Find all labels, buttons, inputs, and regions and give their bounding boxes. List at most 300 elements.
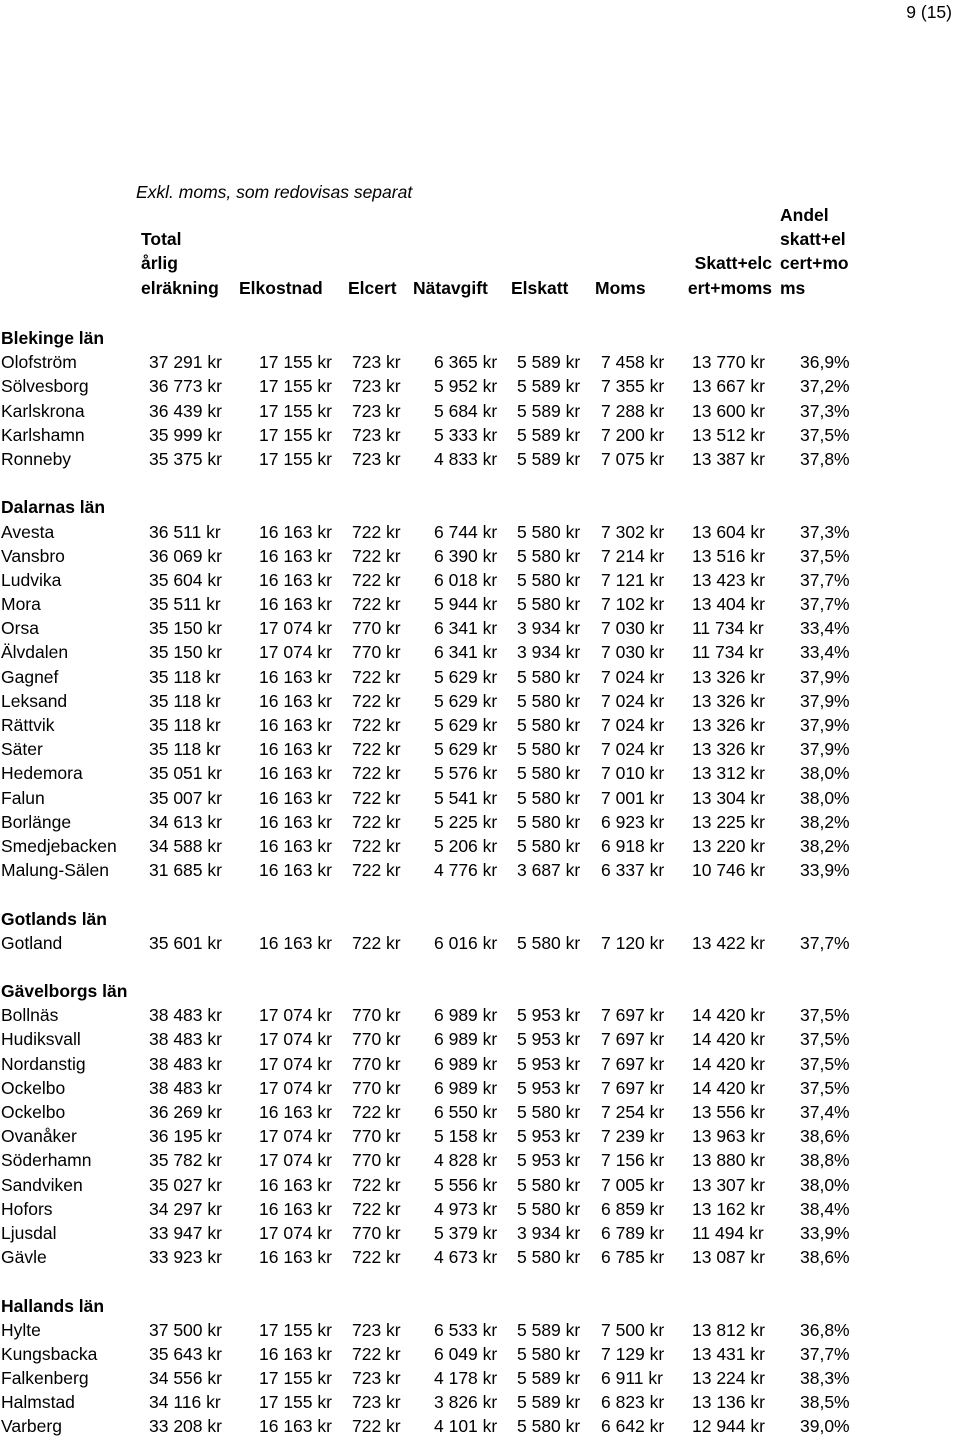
table-cell: 7 697 kr <box>601 1005 665 1026</box>
table-cell: 16 163 kr <box>259 569 332 590</box>
table-cell: 34 116 kr <box>149 1392 221 1413</box>
table-cell: 37,3% <box>800 521 850 542</box>
table-cell: 16 163 kr <box>259 787 332 808</box>
table-cell: 33,9% <box>800 1222 850 1243</box>
table-cell: 7 121 kr <box>601 569 665 590</box>
table-row <box>0 1390 960 1414</box>
table-row <box>0 689 960 713</box>
table-cell: 5 580 kr <box>517 1174 581 1195</box>
table-cell: 5 379 kr <box>434 1222 498 1243</box>
table-cell: 723 kr <box>352 424 401 445</box>
table-cell: 37,5% <box>800 1005 850 1026</box>
table-cell: 16 163 kr <box>259 1247 332 1268</box>
table-cell: 7 005 kr <box>601 1174 665 1195</box>
table-cell: 13 812 kr <box>692 1319 765 1340</box>
table-cell: 35 643 kr <box>149 1343 222 1364</box>
table-cell: 16 163 kr <box>259 594 332 615</box>
table-cell: 38,3% <box>800 1368 850 1389</box>
table-cell: 6 989 kr <box>434 1029 498 1050</box>
table-cell: 5 589 kr <box>517 1319 581 1340</box>
table-cell: 36 269 kr <box>149 1102 222 1122</box>
municipality-name: Hedemora <box>1 763 83 784</box>
table-row <box>0 1245 960 1269</box>
table-cell: 13 422 kr <box>692 932 765 953</box>
table-cell: 13 404 kr <box>692 594 765 615</box>
table-cell: 5 580 kr <box>517 715 581 735</box>
table-cell: 36 069 kr <box>149 545 222 566</box>
table-cell: 11 734 kr <box>692 642 764 663</box>
table-cell: 6 533 kr <box>434 1319 498 1340</box>
table-row <box>0 592 960 616</box>
table-cell: 17 155 kr <box>259 1368 332 1389</box>
table-cell: 3 934 kr <box>517 1222 581 1243</box>
table-cell: 6 016 kr <box>434 932 498 953</box>
table-cell: 13 667 kr <box>692 376 765 397</box>
table-cell: 6 989 kr <box>434 1077 498 1098</box>
table-cell: 17 155 kr <box>259 352 332 373</box>
table-cell: 13 162 kr <box>692 1198 765 1219</box>
table-cell: 16 163 kr <box>259 739 332 760</box>
table-cell: 5 541 kr <box>434 787 498 808</box>
table-cell: 723 kr <box>352 1368 401 1389</box>
table-cell: 37 500 kr <box>149 1319 222 1340</box>
table-cell: 38,8% <box>800 1150 850 1171</box>
table-row <box>0 1221 960 1245</box>
table-cell: 38 483 kr <box>149 1053 222 1074</box>
table-cell: 5 580 kr <box>517 1343 581 1364</box>
table-row <box>0 786 960 810</box>
table-cell: 5 158 kr <box>434 1126 498 1147</box>
table-cell: 35 375 kr <box>149 448 222 469</box>
table-cell: 7 129 kr <box>601 1343 665 1364</box>
table-cell: 38,6% <box>800 1126 850 1147</box>
table-cell: 5 953 kr <box>517 1029 581 1050</box>
table-cell: 14 420 kr <box>692 1053 765 1074</box>
header-total: Total årlig elräkning <box>141 229 219 298</box>
table-cell: 37,8% <box>800 448 850 469</box>
table-cell: 7 156 kr <box>601 1150 665 1171</box>
table-cell: 13 304 kr <box>692 787 765 808</box>
table-cell: 770 kr <box>352 1150 401 1171</box>
table-cell: 7 302 kr <box>601 521 665 542</box>
table-cell: 5 580 kr <box>517 666 581 687</box>
table-cell: 13 326 kr <box>692 715 765 735</box>
table-cell: 33,9% <box>800 860 850 881</box>
table-cell: 38,0% <box>800 787 850 808</box>
table-cell: 17 074 kr <box>259 1150 332 1171</box>
municipality-name: Ockelbo <box>1 1102 66 1122</box>
table-cell: 723 kr <box>352 400 401 421</box>
table-cell: 7 030 kr <box>601 618 665 639</box>
table-cell: 7 010 kr <box>601 763 665 784</box>
table-cell: 37,5% <box>800 424 850 445</box>
table-cell: 35 118 kr <box>149 739 221 760</box>
header-moms: Moms <box>595 277 646 298</box>
table-cell: 5 629 kr <box>434 666 498 687</box>
table-cell: 13 963 kr <box>692 1126 765 1147</box>
table-row <box>0 399 960 423</box>
table-cell: 7 697 kr <box>601 1029 665 1050</box>
table-cell: 35 118 kr <box>149 715 221 735</box>
table-cell: 38 483 kr <box>149 1005 222 1026</box>
data-table <box>0 326 960 1439</box>
table-row <box>0 1100 960 1124</box>
table-cell: 7 254 kr <box>601 1102 665 1122</box>
table-cell: 722 kr <box>352 787 401 808</box>
municipality-name: Hudiksvall <box>1 1029 81 1050</box>
municipality-name: Mora <box>1 594 41 615</box>
table-cell: 5 589 kr <box>517 424 581 445</box>
table-row <box>0 834 960 858</box>
table-cell: 34 613 kr <box>149 811 222 832</box>
table-row <box>0 737 960 761</box>
table-cell: 13 556 kr <box>692 1102 765 1122</box>
municipality-name: Varberg <box>1 1416 62 1437</box>
table-cell: 5 580 kr <box>517 545 581 566</box>
table-cell: 6 018 kr <box>434 569 498 590</box>
table-row <box>0 640 960 664</box>
table-cell: 4 776 kr <box>434 860 498 881</box>
table-cell: 17 074 kr <box>259 1005 332 1026</box>
table-cell: 5 580 kr <box>517 1198 581 1219</box>
table-cell: 723 kr <box>352 1392 401 1413</box>
table-cell: 7 024 kr <box>601 690 665 711</box>
table-cell: 723 kr <box>352 1319 401 1340</box>
table-cell: 13 136 kr <box>692 1392 765 1413</box>
section-spacer <box>0 955 960 979</box>
table-row <box>0 1173 960 1197</box>
table-row <box>0 1052 960 1076</box>
table-cell: 4 178 kr <box>434 1368 498 1389</box>
table-cell: 7 697 kr <box>601 1053 665 1074</box>
table-cell: 770 kr <box>352 618 401 639</box>
table-cell: 722 kr <box>352 1416 401 1437</box>
table-cell: 722 kr <box>352 1174 401 1195</box>
table-cell: 38,5% <box>800 1392 850 1413</box>
table-cell: 16 163 kr <box>259 811 332 832</box>
table-subtitle: Exkl. moms, som redovisas separat <box>136 182 413 202</box>
table-cell: 5 589 kr <box>517 448 581 469</box>
table-cell: 6 390 kr <box>434 545 498 566</box>
table-cell: 13 224 kr <box>692 1368 765 1389</box>
table-cell: 5 580 kr <box>517 739 581 760</box>
table-cell: 5 580 kr <box>517 932 581 953</box>
table-cell: 38,0% <box>800 763 850 784</box>
table-cell: 4 833 kr <box>434 448 498 469</box>
table-cell: 13 516 kr <box>692 545 765 566</box>
table-cell: 35 782 kr <box>149 1150 222 1171</box>
table-cell: 35 601 kr <box>149 932 222 953</box>
section-heading <box>0 979 960 1003</box>
table-cell: 13 087 kr <box>692 1247 765 1268</box>
table-cell: 37,5% <box>800 1053 850 1074</box>
table-cell: 13 770 kr <box>692 352 765 373</box>
table-cell: 7 214 kr <box>601 545 665 566</box>
municipality-name: Ockelbo <box>1 1077 66 1098</box>
table-cell: 5 580 kr <box>517 811 581 832</box>
table-cell: 770 kr <box>352 1126 401 1147</box>
header-elskatt: Elskatt <box>511 277 569 298</box>
table-cell: 5 953 kr <box>517 1053 581 1074</box>
table-cell: 37,7% <box>800 932 850 953</box>
municipality-name: Falun <box>1 787 45 808</box>
table-row <box>0 713 960 737</box>
table-cell: 5 684 kr <box>434 400 498 421</box>
table-cell: 37,2% <box>800 376 850 397</box>
municipality-name: Söderhamn <box>1 1150 92 1171</box>
table-cell: 722 kr <box>352 860 401 881</box>
table-cell: 35 150 kr <box>149 618 222 639</box>
table-cell: 17 155 kr <box>259 1392 332 1413</box>
table-row <box>0 447 960 471</box>
table-cell: 6 744 kr <box>434 521 498 542</box>
table-cell: 34 556 kr <box>149 1368 222 1389</box>
table-cell: 33,4% <box>800 618 850 639</box>
table-cell: 38,0% <box>800 1174 850 1195</box>
table-cell: 35 007 kr <box>149 787 222 808</box>
table-cell: 5 580 kr <box>517 569 581 590</box>
table-cell: 6 049 kr <box>434 1343 498 1364</box>
section-name: Gotlands län <box>1 908 107 929</box>
table-cell: 7 458 kr <box>601 352 665 373</box>
table-cell: 5 580 kr <box>517 690 581 711</box>
table-cell: 3 687 kr <box>517 860 581 881</box>
table-cell: 38,4% <box>800 1198 850 1219</box>
table-cell: 7 500 kr <box>601 1319 665 1340</box>
section-spacer <box>0 471 960 495</box>
table-cell: 5 580 kr <box>517 521 581 542</box>
table-cell: 770 kr <box>352 642 401 663</box>
table-cell: 37,5% <box>800 545 850 566</box>
municipality-name: Nordanstig <box>1 1053 86 1074</box>
table-cell: 722 kr <box>352 1343 401 1364</box>
table-cell: 37,5% <box>800 1077 850 1098</box>
table-cell: 17 155 kr <box>259 424 332 445</box>
table-cell: 16 163 kr <box>259 715 332 735</box>
table-cell: 37,9% <box>800 666 850 687</box>
table-cell: 38,2% <box>800 835 850 856</box>
table-cell: 37,4% <box>800 1102 850 1122</box>
table-cell: 4 828 kr <box>434 1150 498 1171</box>
table-cell: 7 697 kr <box>601 1077 665 1098</box>
table-cell: 13 423 kr <box>692 569 765 590</box>
table-cell: 5 589 kr <box>517 1392 581 1413</box>
table-cell: 35 150 kr <box>149 642 222 663</box>
table-cell: 16 163 kr <box>259 932 332 953</box>
table-cell: 17 155 kr <box>259 400 332 421</box>
table-cell: 7 075 kr <box>601 448 665 469</box>
table-row <box>0 1414 960 1438</box>
table-cell: 5 580 kr <box>517 1247 581 1268</box>
table-cell: 5 953 kr <box>517 1150 581 1171</box>
table-row <box>0 665 960 689</box>
municipality-name: Halmstad <box>1 1392 75 1413</box>
municipality-name: Smedjebacken <box>1 835 117 856</box>
table-cell: 37,3% <box>800 400 850 421</box>
section-spacer <box>0 882 960 906</box>
table-cell: 723 kr <box>352 352 401 373</box>
table-cell: 722 kr <box>352 739 401 760</box>
table-cell: 770 kr <box>352 1053 401 1074</box>
table-cell: 16 163 kr <box>259 1198 332 1219</box>
table-cell: 6 789 kr <box>601 1222 665 1243</box>
table-cell: 5 206 kr <box>434 835 498 856</box>
table-cell: 5 580 kr <box>517 763 581 784</box>
municipality-name: Malung-Sälen <box>1 860 109 881</box>
table-cell: 16 163 kr <box>259 545 332 566</box>
table-cell: 17 074 kr <box>259 1077 332 1098</box>
municipality-name: Ljusdal <box>1 1222 57 1243</box>
table-cell: 16 163 kr <box>259 763 332 784</box>
table-cell: 723 kr <box>352 376 401 397</box>
table-cell: 35 511 kr <box>149 594 221 615</box>
section-name: Blekinge län <box>1 328 105 348</box>
table-header <box>0 204 960 300</box>
table-cell: 7 102 kr <box>601 594 665 615</box>
table-cell: 6 341 kr <box>434 618 498 639</box>
table-cell: 5 629 kr <box>434 690 498 711</box>
table-cell: 13 431 kr <box>692 1343 765 1364</box>
table-cell: 33 208 kr <box>149 1416 222 1437</box>
table-row <box>0 423 960 447</box>
table-cell: 37,7% <box>800 569 850 590</box>
table-cell: 5 225 kr <box>434 811 498 832</box>
table-cell: 37,9% <box>800 739 850 760</box>
municipality-name: Sandviken <box>1 1174 83 1195</box>
table-cell: 5 589 kr <box>517 376 581 397</box>
municipality-name: Falkenberg <box>1 1368 89 1389</box>
table-cell: 722 kr <box>352 1247 401 1268</box>
table-cell: 39,0% <box>800 1416 850 1437</box>
table-row <box>0 931 960 955</box>
table-cell: 7 355 kr <box>601 376 665 397</box>
table-cell: 770 kr <box>352 1029 401 1050</box>
table-cell: 35 027 kr <box>149 1174 222 1195</box>
municipality-name: Bollnäs <box>1 1005 59 1026</box>
section-name: Dalarnas län <box>1 497 106 518</box>
table-cell: 722 kr <box>352 763 401 784</box>
municipality-name: Orsa <box>1 618 39 639</box>
table-cell: 5 589 kr <box>517 1368 581 1389</box>
table-cell: 7 120 kr <box>601 932 665 953</box>
table-cell: 37,9% <box>800 690 850 711</box>
section-spacer <box>0 1269 960 1293</box>
table-cell: 11 734 kr <box>692 618 764 639</box>
table-cell: 13 604 kr <box>692 521 765 542</box>
table-cell: 722 kr <box>352 666 401 687</box>
header-natavgift: Nätavgift <box>413 277 488 298</box>
table-cell: 17 074 kr <box>259 1029 332 1050</box>
table-cell: 3 934 kr <box>517 642 581 663</box>
table-cell: 17 074 kr <box>259 1126 332 1147</box>
table-row <box>0 544 960 568</box>
table-cell: 35 118 kr <box>149 690 221 711</box>
table-cell: 6 918 kr <box>601 835 665 856</box>
table-cell: 35 604 kr <box>149 569 222 590</box>
table-cell: 5 944 kr <box>434 594 498 615</box>
table-cell: 6 911 kr <box>601 1368 663 1389</box>
municipality-name: Älvdalen <box>1 642 69 663</box>
table-cell: 37,7% <box>800 1343 850 1364</box>
table-cell: 17 155 kr <box>259 448 332 469</box>
table-cell: 6 989 kr <box>434 1053 498 1074</box>
table-cell: 770 kr <box>352 1222 401 1243</box>
municipality-name: Leksand <box>1 690 68 711</box>
table-cell: 7 030 kr <box>601 642 665 663</box>
table-cell: 16 163 kr <box>259 860 332 881</box>
table-cell: 35 051 kr <box>149 763 222 784</box>
table-cell: 14 420 kr <box>692 1077 765 1098</box>
table-cell: 722 kr <box>352 521 401 542</box>
table-cell: 722 kr <box>352 594 401 615</box>
table-cell: 37,7% <box>800 594 850 615</box>
table-cell: 36,8% <box>800 1319 850 1340</box>
table-row <box>0 1076 960 1100</box>
table-cell: 10 746 kr <box>692 860 765 881</box>
table-cell: 35 999 kr <box>149 424 222 445</box>
table-cell: 13 387 kr <box>692 448 765 469</box>
table-cell: 3 934 kr <box>517 618 581 639</box>
municipality-name: Sölvesborg <box>1 376 89 397</box>
table-cell: 722 kr <box>352 715 401 735</box>
table-cell: 36 439 kr <box>149 400 222 421</box>
header-elcert: Elcert <box>348 277 397 298</box>
table-row <box>0 616 960 640</box>
table-cell: 723 kr <box>352 448 401 469</box>
table-cell: 16 163 kr <box>259 1343 332 1364</box>
table-cell: 3 826 kr <box>434 1392 498 1413</box>
table-cell: 770 kr <box>352 1077 401 1098</box>
table-row <box>0 1366 960 1390</box>
table-cell: 38,6% <box>800 1247 850 1268</box>
table-cell: 7 024 kr <box>601 666 665 687</box>
table-row <box>0 1318 960 1342</box>
table-cell: 722 kr <box>352 932 401 953</box>
table-cell: 5 556 kr <box>434 1174 498 1195</box>
municipality-name: Vansbro <box>1 545 65 566</box>
table-cell: 6 923 kr <box>601 811 665 832</box>
table-cell: 4 101 kr <box>434 1416 498 1437</box>
table-cell: 37 291 kr <box>149 352 222 373</box>
table-cell: 5 580 kr <box>517 1416 581 1437</box>
header-andel: Andel skatt+el cert+mo ms <box>780 204 849 298</box>
table-cell: 5 576 kr <box>434 763 498 784</box>
table-cell: 7 001 kr <box>601 787 665 808</box>
table-cell: 37,9% <box>800 715 850 735</box>
table-cell: 5 953 kr <box>517 1077 581 1098</box>
section-heading <box>0 326 960 350</box>
table-cell: 5 629 kr <box>434 739 498 760</box>
table-cell: 16 163 kr <box>259 521 332 542</box>
municipality-name: Gagnef <box>1 666 59 687</box>
table-cell: 38 483 kr <box>149 1077 222 1098</box>
municipality-name: Kungsbacka <box>1 1343 98 1364</box>
table-row <box>0 1124 960 1148</box>
table-cell: 16 163 kr <box>259 690 332 711</box>
municipality-name: Gotland <box>1 932 63 953</box>
table-cell: 7 239 kr <box>601 1126 665 1147</box>
table-cell: 722 kr <box>352 545 401 566</box>
table-cell: 5 580 kr <box>517 594 581 615</box>
table-cell: 17 155 kr <box>259 1319 332 1340</box>
table-cell: 13 326 kr <box>692 739 765 760</box>
table-row <box>0 520 960 544</box>
table-cell: 722 kr <box>352 690 401 711</box>
section-heading <box>0 1294 960 1318</box>
table-cell: 6 365 kr <box>434 352 498 373</box>
header-skatt: Skatt+elc ert+moms <box>687 253 772 298</box>
municipality-name: Rättvik <box>1 715 55 735</box>
